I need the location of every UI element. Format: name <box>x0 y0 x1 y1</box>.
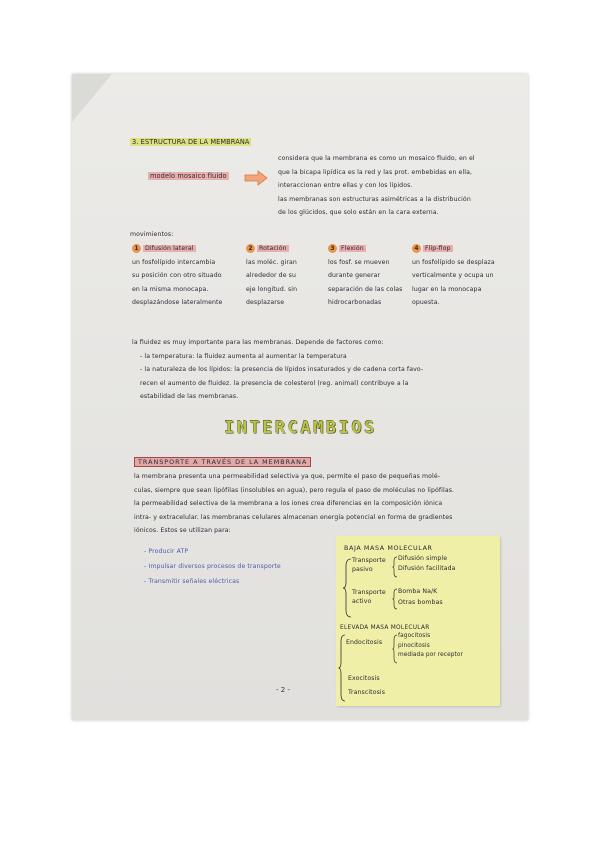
movements-label: movimientos: <box>130 231 174 238</box>
movement-flexion: 3 Flexión los fosf. se mueven durante generar separación de las colas hidrocarbonadas <box>328 245 403 306</box>
number-badge: 2 <box>246 244 255 253</box>
fluidity-paragraph: la fluidez es muy importante para las membranas. Depende de factores como: - la temperatura: la fluidez aumenta al aumentar la temperatura - la naturaleza de los lípidos: la presencia de lípidos insaturados y de cadena corta favo- recen el aumento de fluidez. la presencia de colesterol (reg. animal) contribuye a la estabilidad de las membranas. <box>132 339 424 400</box>
page-corner-fold <box>72 74 112 122</box>
arrow-right-icon <box>244 170 268 186</box>
active-transport-label: Transporte activo <box>352 589 386 605</box>
number-badge: 4 <box>412 244 421 253</box>
section-heading: 3. ESTRUCTURA DE LA MEMBRANA <box>132 138 250 146</box>
notebook-page <box>72 74 528 720</box>
movement-flip-flop: 4 Flip-flop un fosfolípido se desplaza verticalmente y ocupa un lugar en la monocapa opuesta. <box>412 245 495 306</box>
transport-heading: TRANSPORTE A TRAVÉS DE LA MEMBRANA <box>134 456 311 470</box>
high-mass-heading: ELEVADA MASA MOLECULAR <box>340 625 430 631</box>
exocytosis-label: Exocitosis <box>348 675 380 682</box>
brace-icon <box>338 634 346 702</box>
movement-rotation: 2 Rotación las moléc. giran alrededor de su eje longitud. sin desplazarse <box>246 245 298 306</box>
passive-items: Difusión simple Difusión facilitada <box>398 555 456 572</box>
transcytosis-label: Transcitosis <box>348 689 386 696</box>
number-badge: 3 <box>328 244 337 253</box>
model-description: considera que la membrana es como un mosaico fluido, en el que la bicapa lipídica es la red y las prot. embebidas en ella, interaccionan entre ellas y con los lípidos. las membranas son estructuras asimétricas a la distribución de los glúcidos, que solo están en la cara externa. <box>278 155 475 216</box>
sticky-note <box>336 536 500 706</box>
page-number: - 2 - <box>276 686 290 694</box>
gradient-uses-list: - Producir ATP - Impulsar diversos procesos de transporte - Transmitir señales eléctricas <box>144 548 281 585</box>
transport-paragraph: la membrana presenta una permeabilidad selectiva ya que, permite el paso de pequeñas molé- culas, siempre que sean lipófilas (insolubles en agua), pero regula el paso de moléculas no lipófilas. la permeabilidad selectiva de la membrana a los iones crea diferencias en la composición iónica intra- y extracelular. las membranas celulares almacenan energía potencial en forma de gradientes iónicos. Estos se utilizan para: <box>134 473 455 534</box>
brace-icon <box>342 558 352 618</box>
low-mass-heading: BAJA MASA MOLECULAR <box>344 544 433 552</box>
model-label: modelo mosaico fluido <box>150 172 227 180</box>
endocytosis-label: Endocitosis <box>346 639 383 646</box>
active-items: Bomba Na/K Otras bombas <box>398 588 443 606</box>
movement-lateral-diffusion: 1 Difusión lateral un fosfolípido intercambia su posición con otro situado en la misma monocapa. desplazándose lateralmente <box>132 245 223 306</box>
passive-transport-label: Transporte pasivo <box>352 557 386 573</box>
number-badge: 1 <box>132 244 141 253</box>
intercambios-title: INTERCAMBIOS <box>224 418 377 438</box>
endocytosis-items: fagocitosis pinocitosis mediada por receptor <box>398 633 464 658</box>
